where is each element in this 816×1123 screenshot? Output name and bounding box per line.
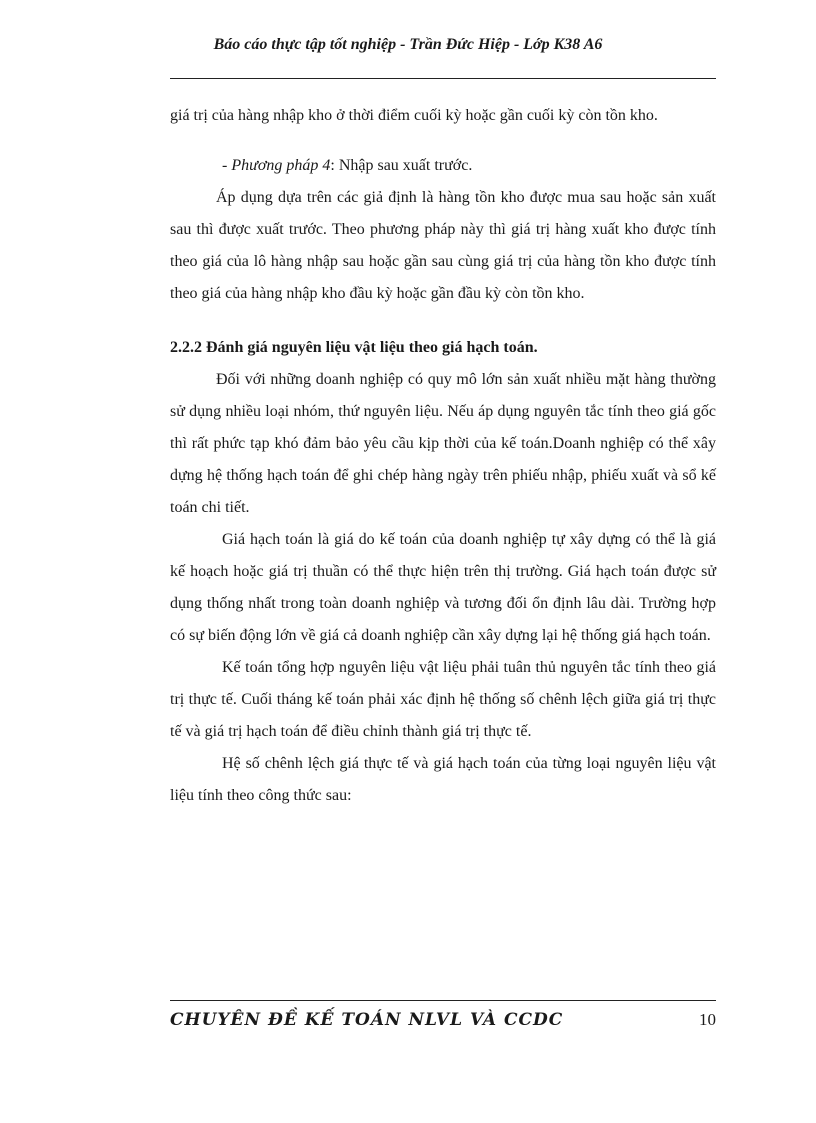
paragraph-continuation: giá trị của hàng nhập kho ở thời điểm cuối kỳ hoặc gần cuối kỳ còn tồn kho. — [170, 107, 658, 124]
paragraph-accounting-price: Giá hạch toán là giá do kế toán của doanh nghiệp tự xây dựng có thể là giá kế hoạch hoặc giá trị thuần có thể thực hiện trên thị trường. Giá hạch toán được sử dụng thống nhất trong toàn doanh nghiệp và tương đối ổn định lâu dài. Trường hợp có sự biến động lớn về giá cả doanh nghiệp cần xây dựng lại hệ thống giá hạch toán. — [170, 531, 716, 644]
paragraph-coefficient: Hệ số chênh lệch giá thực tế và giá hạch toán của từng loại nguyên liệu vật liệu tính theo công thức sau: — [170, 755, 716, 804]
paragraph-actual-value: Kế toán tổng hợp nguyên liệu vật liệu phải tuân thủ nguyên tắc tính theo giá trị thực tế. Cuối tháng kế toán phải xác định hệ thống số chênh lệch giữa giá trị thực tế và giá trị hạch toán để điều chỉnh thành giá trị thực tế. — [170, 659, 716, 740]
page-body — [170, 100, 716, 812]
footer-title: CHUYÊN ĐỀ KẾ TOÁN NLVL VÀ CCDC — [170, 1010, 564, 1030]
paragraph-large-enterprises: Đối với những doanh nghiệp có quy mô lớn sản xuất nhiều mặt hàng thường sử dụng nhiều loại nhóm, thứ nguyên liệu. Nếu áp dụng nguyên tắc tính theo giá gốc thì rất phức tạp khó đảm bảo yêu cầu kịp thời của kế toán.Doanh nghiệp có thể xây dựng hệ thống hạch toán để ghi chép hàng ngày trên phiếu nhập, phiếu xuất và sổ kế toán chi tiết. — [170, 371, 716, 516]
method-4-label: Phương pháp 4 — [231, 157, 331, 174]
method-4-description: : Nhập sau xuất trước. — [330, 157, 473, 174]
page-header: Báo cáo thực tập tốt nghiệp - Trần Đức Hiệp - Lớp K38 A6 — [213, 36, 603, 53]
header-divider — [170, 78, 716, 79]
page-number: 10 — [699, 1010, 716, 1029]
paragraph-method-4: Áp dụng dựa trên các giả định là hàng tồn kho được mua sau hoặc sản xuất sau thì được xuất trước. Theo phương pháp này thì giá trị hàng xuất kho được tính theo giá của lô hàng nhập sau hoặc gần sau cùng giá trị của hàng tồn kho được tính theo giá của hàng nhập kho đầu kỳ hoặc gần đầu kỳ còn tồn kho. — [170, 189, 716, 302]
method-4-prefix: - — [222, 157, 232, 174]
method-4-line — [170, 150, 716, 182]
section-heading: 2.2.2 Đánh giá nguyên liệu vật liệu theo giá hạch toán. — [170, 339, 538, 356]
footer-divider — [170, 1000, 716, 1001]
